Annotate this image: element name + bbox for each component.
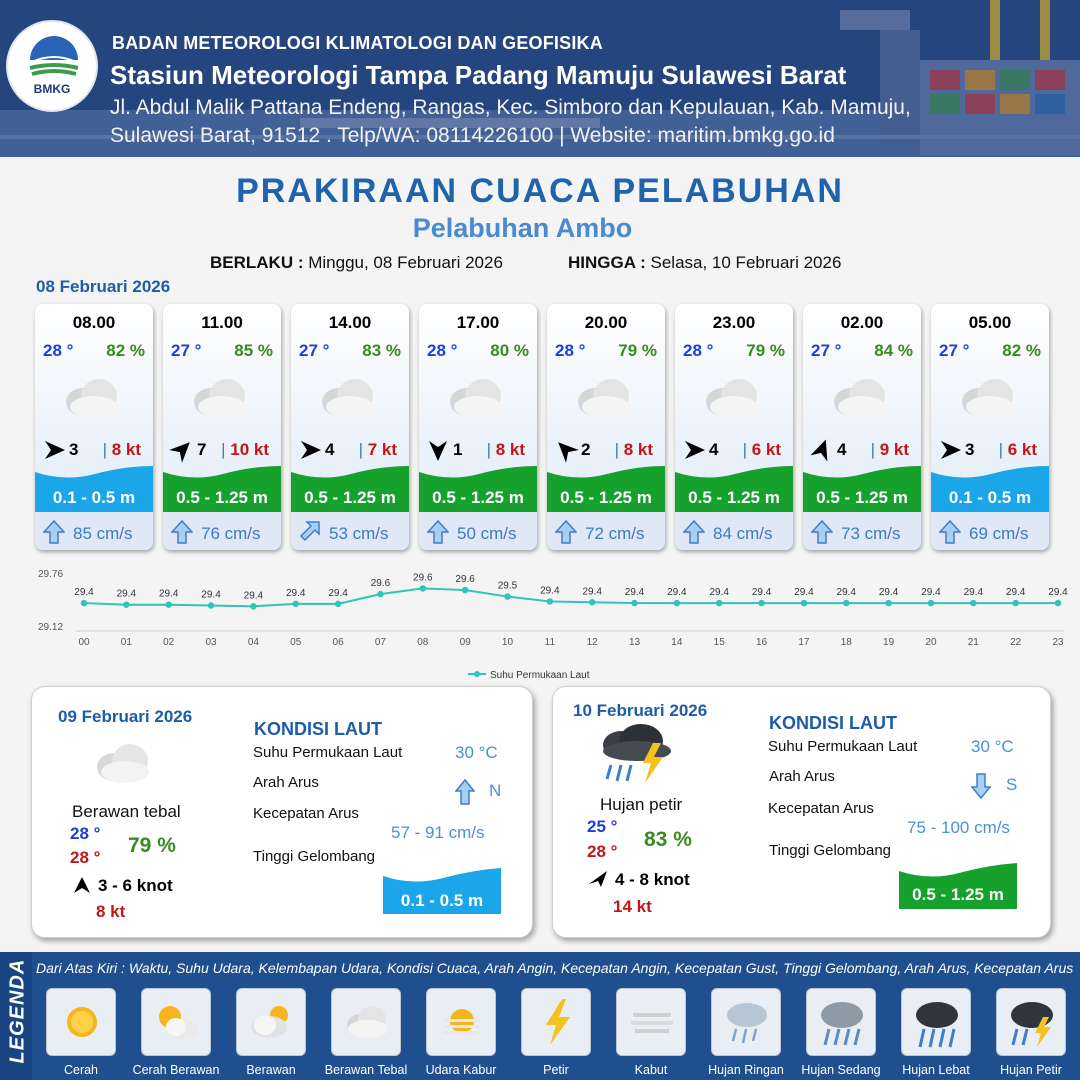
- agency-name: BADAN METEOROLOGI KLIMATOLOGI DAN GEOFISIKA: [112, 33, 603, 53]
- wave-height: 0.5 - 1.25 m: [432, 488, 524, 507]
- wave-height: 0.5 - 1.25 m: [304, 488, 396, 507]
- hourly-card: [35, 304, 153, 550]
- day3-current-speed-value: 75 - 100 cm/s: [907, 818, 1010, 837]
- sst-data-label: 29.4: [1005, 587, 1026, 599]
- current-speed: 50 cm/s: [457, 524, 517, 543]
- humidity: 82 %: [1002, 341, 1041, 360]
- separator: |: [870, 440, 880, 459]
- day3-sst-label: Suhu Permukaan Laut: [768, 738, 918, 755]
- current-speed: 84 cm/s: [713, 524, 773, 543]
- current-row: [803, 512, 921, 550]
- sst-data-point: [1055, 600, 1061, 606]
- day2-sea-condition-title: KONDISI LAUT: [254, 719, 382, 739]
- station-name: Stasiun Meteorologi Tampa Padang Mamuju Sulawesi Barat: [110, 60, 847, 90]
- legend-item: [996, 988, 1066, 1056]
- sst-data-point: [716, 600, 722, 606]
- hourly-card: [291, 304, 409, 550]
- sst-data-label: 29.4: [582, 586, 602, 598]
- gust-speed: [359, 440, 397, 460]
- separator: |: [998, 440, 1008, 459]
- current-row: [547, 512, 665, 550]
- x-tick-label: 12: [586, 637, 598, 648]
- gust-speed: [871, 440, 909, 460]
- station-address-line2: Sulawesi Barat, 91512 . Telp/WA: 08114226100 | Website: maritim.bmkg.go.id: [110, 124, 835, 147]
- sst-data-label: 29.4: [878, 587, 899, 599]
- sst-data-label: 29.4: [116, 588, 137, 600]
- sst-series-line: [84, 588, 1058, 606]
- wind-speed: 4: [709, 440, 719, 459]
- gust-value: 8 kt: [623, 440, 653, 459]
- x-tick-label: 17: [798, 637, 810, 648]
- day2-date: 09 Februari 2026: [58, 707, 193, 726]
- day3-condition: Hujan petir: [600, 795, 683, 814]
- sst-data-label: 29.4: [794, 587, 814, 599]
- sst-data-point: [801, 600, 807, 606]
- day2-current-dir-label: Arah Arus: [253, 774, 319, 791]
- sst-data-point: [123, 601, 129, 607]
- sst-data-point: [504, 593, 510, 599]
- day3-panel: [552, 686, 1051, 938]
- gust-value: 10 kt: [230, 440, 269, 459]
- sst-data-point: [377, 591, 383, 597]
- x-tick-label: 18: [840, 637, 852, 648]
- legend-item: [331, 988, 401, 1056]
- sst-data-label: 29.4: [1048, 587, 1068, 599]
- legend-side-bar: [0, 952, 32, 1080]
- wave-height: 0.5 - 1.25 m: [176, 488, 268, 507]
- separator: |: [486, 440, 496, 459]
- day2-wave-value: 0.1 - 0.5 m: [400, 891, 484, 910]
- current-speed: 76 cm/s: [201, 524, 261, 543]
- forecast-time: 02.00: [840, 313, 884, 332]
- gust-speed: [487, 440, 525, 460]
- valid-from-value: Minggu, 08 Februari 2026: [308, 253, 503, 272]
- current-direction-icon: [939, 520, 961, 544]
- sst-data-label: 29.4: [201, 589, 221, 601]
- thick-cloud-icon: [957, 374, 1023, 420]
- legend-description: Dari Atas Kiri : Waktu, Suhu Udara, Kelembapan Udara, Kondisi Cuaca, Arah Angin, Kecepatan Angin, Kecepatan Gust, Tinggi Gelombang, Arah Arus, Kecepatan Arus: [36, 960, 1074, 976]
- sst-data-label: 29.4: [963, 587, 984, 599]
- wind-direction-icon: [937, 437, 963, 463]
- sst-data-point: [970, 600, 976, 606]
- legend-title: LEGENDA: [6, 958, 29, 1064]
- sst-data-point: [250, 603, 256, 609]
- air-temperature: 27 °: [811, 341, 842, 360]
- current-down-arrow-icon: [971, 773, 991, 799]
- current-speed: 85 cm/s: [73, 524, 133, 543]
- x-tick-label: 03: [205, 637, 217, 648]
- sst-data-label: 29.4: [286, 587, 306, 599]
- legend-item: [521, 988, 591, 1056]
- sst-data-label: 29.4: [667, 587, 687, 599]
- valid-to: [568, 253, 841, 273]
- wind-speed: 2: [581, 440, 591, 459]
- x-tick-label: 00: [78, 637, 90, 648]
- day1-date: 08 Februari 2026: [36, 277, 171, 296]
- legend-item-label: Berawan Tebal: [324, 1063, 408, 1077]
- current-up-arrow-icon: [455, 779, 475, 805]
- day2-sst-value: 30 °C: [455, 743, 498, 762]
- sst-data-point: [674, 600, 680, 606]
- legend-item: [141, 988, 211, 1056]
- gust-value: 6 kt: [751, 440, 781, 459]
- wind-direction-icon: [169, 437, 195, 463]
- wave-height: 0.5 - 1.25 m: [560, 488, 652, 507]
- separator: |: [221, 440, 231, 459]
- sst-data-label: 29.4: [624, 587, 645, 599]
- thick-cloud-icon: [829, 374, 895, 420]
- sst-data-point: [335, 601, 341, 607]
- day3-gust: 14 kt: [613, 897, 652, 916]
- sst-data-point: [758, 600, 764, 606]
- legend-item: [46, 988, 116, 1056]
- sst-data-label: 29.4: [751, 587, 772, 599]
- separator: |: [614, 440, 624, 459]
- wind-speed: 3: [965, 440, 975, 459]
- humidity: 82 %: [106, 341, 145, 360]
- wind-direction-icon: [297, 437, 323, 463]
- x-tick-label: 08: [417, 637, 429, 648]
- page-title: PRAKIRAAN CUACA PELABUHAN: [236, 172, 844, 210]
- humidity: 80 %: [490, 341, 529, 360]
- valid-from: [210, 253, 503, 273]
- legend-item-label: Hujan Lebat: [902, 1063, 970, 1077]
- day3-humidity: 83 %: [644, 828, 692, 851]
- day2-sst-label: Suhu Permukaan Laut: [253, 744, 403, 761]
- day3-wind: 4 - 8 knot: [615, 870, 690, 889]
- sst-data-label: 29.4: [158, 588, 179, 600]
- sst-data-label: 29.6: [370, 578, 391, 590]
- current-speed: 72 cm/s: [585, 524, 645, 543]
- gust-value: 8 kt: [111, 440, 141, 459]
- air-temperature: 28 °: [43, 341, 74, 360]
- x-tick-label: 02: [163, 637, 175, 648]
- day3-wave-label: Tinggi Gelombang: [769, 842, 892, 859]
- lightning-icon: [530, 995, 584, 1049]
- wind-direction-icon: [587, 869, 609, 889]
- y-tick-label: 29.12: [38, 622, 64, 633]
- thunderstorm-icon: [1005, 995, 1059, 1049]
- x-tick-label: 15: [713, 637, 725, 648]
- legend-item: [901, 988, 971, 1056]
- logo-text: BMKG: [33, 82, 71, 96]
- thick-cloud-icon: [92, 739, 158, 785]
- thick-cloud-icon: [701, 374, 767, 420]
- air-temperature: 27 °: [299, 341, 330, 360]
- separator: |: [358, 440, 368, 459]
- legend-item-label: Hujan Ringan: [708, 1063, 784, 1077]
- hourly-card: [675, 304, 793, 550]
- current-speed: 73 cm/s: [841, 524, 901, 543]
- wind-speed: 7: [197, 440, 207, 459]
- current-direction-icon: [299, 520, 321, 544]
- sea-surface-temperature-chart: [30, 563, 1080, 683]
- wave-height: 0.1 - 0.5 m: [948, 488, 1032, 507]
- air-temperature: 28 °: [683, 341, 714, 360]
- air-temperature: 27 °: [939, 341, 970, 360]
- legend-item: [236, 988, 306, 1056]
- legend-item-label: Hujan Sedang: [801, 1063, 881, 1077]
- x-tick-label: 07: [374, 637, 386, 648]
- current-row: [931, 512, 1049, 550]
- day2-wind: 3 - 6 knot: [98, 876, 173, 895]
- day3-current-dir-value: S: [1006, 775, 1018, 794]
- legend-item: [711, 988, 781, 1056]
- day2-condition: Berawan tebal: [72, 802, 181, 821]
- legend-item: [426, 988, 496, 1056]
- wind-direction-icon: [681, 437, 707, 463]
- day2-humidity: 79 %: [128, 834, 176, 857]
- station-address-line1: Jl. Abdul Malik Pattana Endeng, Rangas, Kec. Simboro dan Kepulauan, Kab. Mamuju,: [110, 96, 911, 119]
- gust-speed: [743, 440, 781, 460]
- day3-sst-value: 30 °C: [971, 737, 1014, 756]
- x-tick-label: 11: [544, 637, 556, 648]
- sst-data-point: [1012, 600, 1018, 606]
- legend-item: [806, 988, 876, 1056]
- wind-speed: 4: [837, 440, 847, 459]
- thick-cloud-icon: [61, 374, 127, 420]
- forecast-time: 23.00: [712, 313, 756, 332]
- humidity: 85 %: [234, 341, 273, 360]
- y-tick-label: 29.76: [38, 569, 64, 580]
- thick-cloud-icon: [317, 374, 383, 420]
- hourly-card: [931, 304, 1049, 550]
- air-temperature: 28 °: [555, 341, 586, 360]
- sst-data-point: [843, 600, 849, 606]
- legend-item: [616, 988, 686, 1056]
- sst-data-label: 29.4: [709, 587, 729, 599]
- sst-data-label: 29.5: [497, 580, 518, 592]
- x-tick-label: 20: [925, 637, 937, 648]
- x-tick-label: 10: [501, 637, 514, 648]
- fog-icon: [625, 995, 679, 1049]
- forecast-time: 11.00: [201, 313, 243, 332]
- day3-sea-condition-title: KONDISI LAUT: [769, 713, 897, 733]
- x-tick-label: 19: [883, 637, 895, 648]
- forecast-time: 20.00: [584, 313, 628, 332]
- humidity: 84 %: [874, 341, 913, 360]
- sst-data-point: [885, 600, 891, 606]
- valid-to-label: HINGGA :: [568, 253, 646, 272]
- wind-direction-icon: [553, 437, 579, 463]
- x-tick-label: 16: [756, 637, 768, 648]
- current-direction-icon: [555, 520, 577, 544]
- day2-temp-max: 28 °: [70, 848, 101, 867]
- thunderstorm-icon: [597, 723, 679, 789]
- separator: |: [102, 440, 112, 459]
- day2-panel: [31, 686, 533, 938]
- day3-temp-min: 25 °: [587, 817, 618, 836]
- humidity: 83 %: [362, 341, 401, 360]
- current-speed: 53 cm/s: [329, 524, 389, 543]
- sst-data-point: [81, 600, 87, 606]
- x-tick-label: 05: [290, 637, 302, 648]
- day3-date: 10 Februari 2026: [573, 701, 708, 720]
- day2-current-dir-value: N: [489, 781, 502, 800]
- bmkg-logo: [6, 20, 98, 112]
- wind-direction-icon: [72, 875, 92, 895]
- current-direction-icon: [683, 520, 705, 544]
- current-direction-icon: [427, 520, 449, 544]
- current-row: [35, 512, 153, 550]
- header-banner: [0, 0, 1080, 157]
- sst-data-point: [208, 602, 214, 608]
- gust-value: 8 kt: [495, 440, 525, 459]
- cloud-sun-icon: [245, 995, 299, 1049]
- current-direction-icon: [171, 520, 193, 544]
- current-direction-icon: [811, 520, 833, 544]
- thick-cloud-icon: [445, 374, 511, 420]
- x-tick-label: 22: [1010, 637, 1022, 648]
- legend-item-label: Petir: [543, 1063, 569, 1077]
- day2-wave-label: Tinggi Gelombang: [253, 848, 376, 865]
- bmkg-emblem-icon: [8, 22, 100, 114]
- legend-marker-swatch: [474, 671, 480, 677]
- day3-wave-value: 0.5 - 1.25 m: [912, 885, 1004, 904]
- gust-speed: [615, 440, 653, 460]
- hourly-card: [803, 304, 921, 550]
- humidity: 79 %: [746, 341, 785, 360]
- day2-current-speed-value: 57 - 91 cm/s: [391, 823, 485, 842]
- moderate-rain-icon: [815, 995, 869, 1049]
- sst-data-point: [462, 587, 468, 593]
- humidity: 79 %: [618, 341, 657, 360]
- legend-item-label: Hujan Petir: [1000, 1063, 1062, 1077]
- forecast-time: 14.00: [328, 313, 372, 332]
- legend: [0, 952, 1080, 1080]
- legend-series-name: Suhu Permukaan Laut: [490, 670, 590, 681]
- current-row: [291, 512, 409, 550]
- legend-item-label: Berawan: [246, 1063, 296, 1077]
- sst-data-point: [165, 601, 171, 607]
- x-tick-label: 23: [1052, 637, 1064, 648]
- x-tick-label: 13: [628, 637, 641, 648]
- sst-data-label: 29.4: [540, 585, 560, 597]
- x-tick-label: 04: [247, 637, 259, 648]
- current-row: [163, 512, 281, 550]
- sst-data-label: 29.6: [455, 574, 475, 586]
- wind-speed: 1: [453, 440, 463, 459]
- wind-speed: 4: [325, 440, 335, 459]
- wave-height: 0.1 - 0.5 m: [52, 488, 136, 507]
- valid-to-value: Selasa, 10 Februari 2026: [650, 253, 842, 272]
- sst-data-label: 29.6: [413, 572, 433, 584]
- sst-data-point: [547, 598, 553, 604]
- hourly-card: [163, 304, 281, 550]
- sst-data-point: [631, 600, 637, 606]
- forecast-time: 08.00: [72, 313, 116, 332]
- legend-item-label: Udara Kabur: [425, 1063, 497, 1077]
- sst-data-label: 29.4: [328, 587, 348, 599]
- legend-item-label: Cerah Berawan: [132, 1063, 220, 1077]
- day3-temp-max: 28 °: [587, 842, 618, 861]
- day3-current-dir-label: Arah Arus: [769, 768, 835, 785]
- air-temperature: 27 °: [171, 341, 202, 360]
- current-row: [675, 512, 793, 550]
- x-tick-label: 21: [967, 637, 979, 648]
- port-name: Pelabuhan Ambo: [412, 213, 633, 243]
- sst-data-point: [420, 585, 426, 591]
- valid-from-label: BERLAKU :: [210, 253, 304, 272]
- hourly-card: [419, 304, 537, 550]
- hourly-card: [547, 304, 665, 550]
- light-rain-icon: [720, 995, 774, 1049]
- gust-value: 6 kt: [1007, 440, 1037, 459]
- haze-icon: [435, 995, 489, 1049]
- legend-item-label: Cerah: [63, 1063, 99, 1077]
- current-row: [419, 512, 537, 550]
- x-tick-label: 14: [671, 637, 683, 648]
- sst-data-point: [928, 600, 934, 606]
- day3-current-speed-label: Kecepatan Arus: [768, 800, 874, 817]
- x-tick-label: 06: [332, 637, 344, 648]
- legend-item-label: Kabut: [634, 1063, 668, 1077]
- air-temperature: 28 °: [427, 341, 458, 360]
- day2-current-speed-label: Kecepatan Arus: [253, 805, 359, 822]
- wave-height: 0.5 - 1.25 m: [816, 488, 908, 507]
- wind-direction-icon: [41, 437, 67, 463]
- sst-data-point: [589, 599, 595, 605]
- gust-speed: [221, 440, 269, 460]
- current-direction-icon: [43, 520, 65, 544]
- thick-cloud-icon: [189, 374, 255, 420]
- wind-direction-icon: [425, 437, 451, 463]
- sst-data-label: 29.4: [243, 590, 264, 602]
- sun-cloud-icon: [150, 995, 204, 1049]
- sun-icon: [55, 995, 109, 1049]
- x-tick-label: 01: [120, 637, 132, 648]
- sst-data-point: [293, 601, 299, 607]
- gust-speed: [999, 440, 1037, 460]
- gust-value: 7 kt: [367, 440, 397, 459]
- wind-speed: 3: [69, 440, 79, 459]
- sst-data-label: 29.4: [836, 587, 856, 599]
- sst-data-label: 29.4: [74, 587, 94, 599]
- heavy-rain-icon: [910, 995, 964, 1049]
- sst-data-label: 29.4: [921, 587, 941, 599]
- forecast-time: 05.00: [968, 313, 1012, 332]
- forecast-time: 17.00: [456, 313, 500, 332]
- gust-speed: [103, 440, 141, 460]
- x-tick-label: 09: [459, 637, 471, 648]
- day2-gust: 8 kt: [96, 902, 126, 921]
- separator: |: [742, 440, 752, 459]
- current-speed: 69 cm/s: [969, 524, 1029, 543]
- thick-cloud-icon: [573, 374, 639, 420]
- wind-direction-icon: [809, 437, 835, 463]
- day2-temp-min: 28 °: [70, 824, 101, 843]
- thick-cloud-icon: [340, 995, 394, 1049]
- wave-height: 0.5 - 1.25 m: [688, 488, 780, 507]
- gust-value: 9 kt: [879, 440, 909, 459]
